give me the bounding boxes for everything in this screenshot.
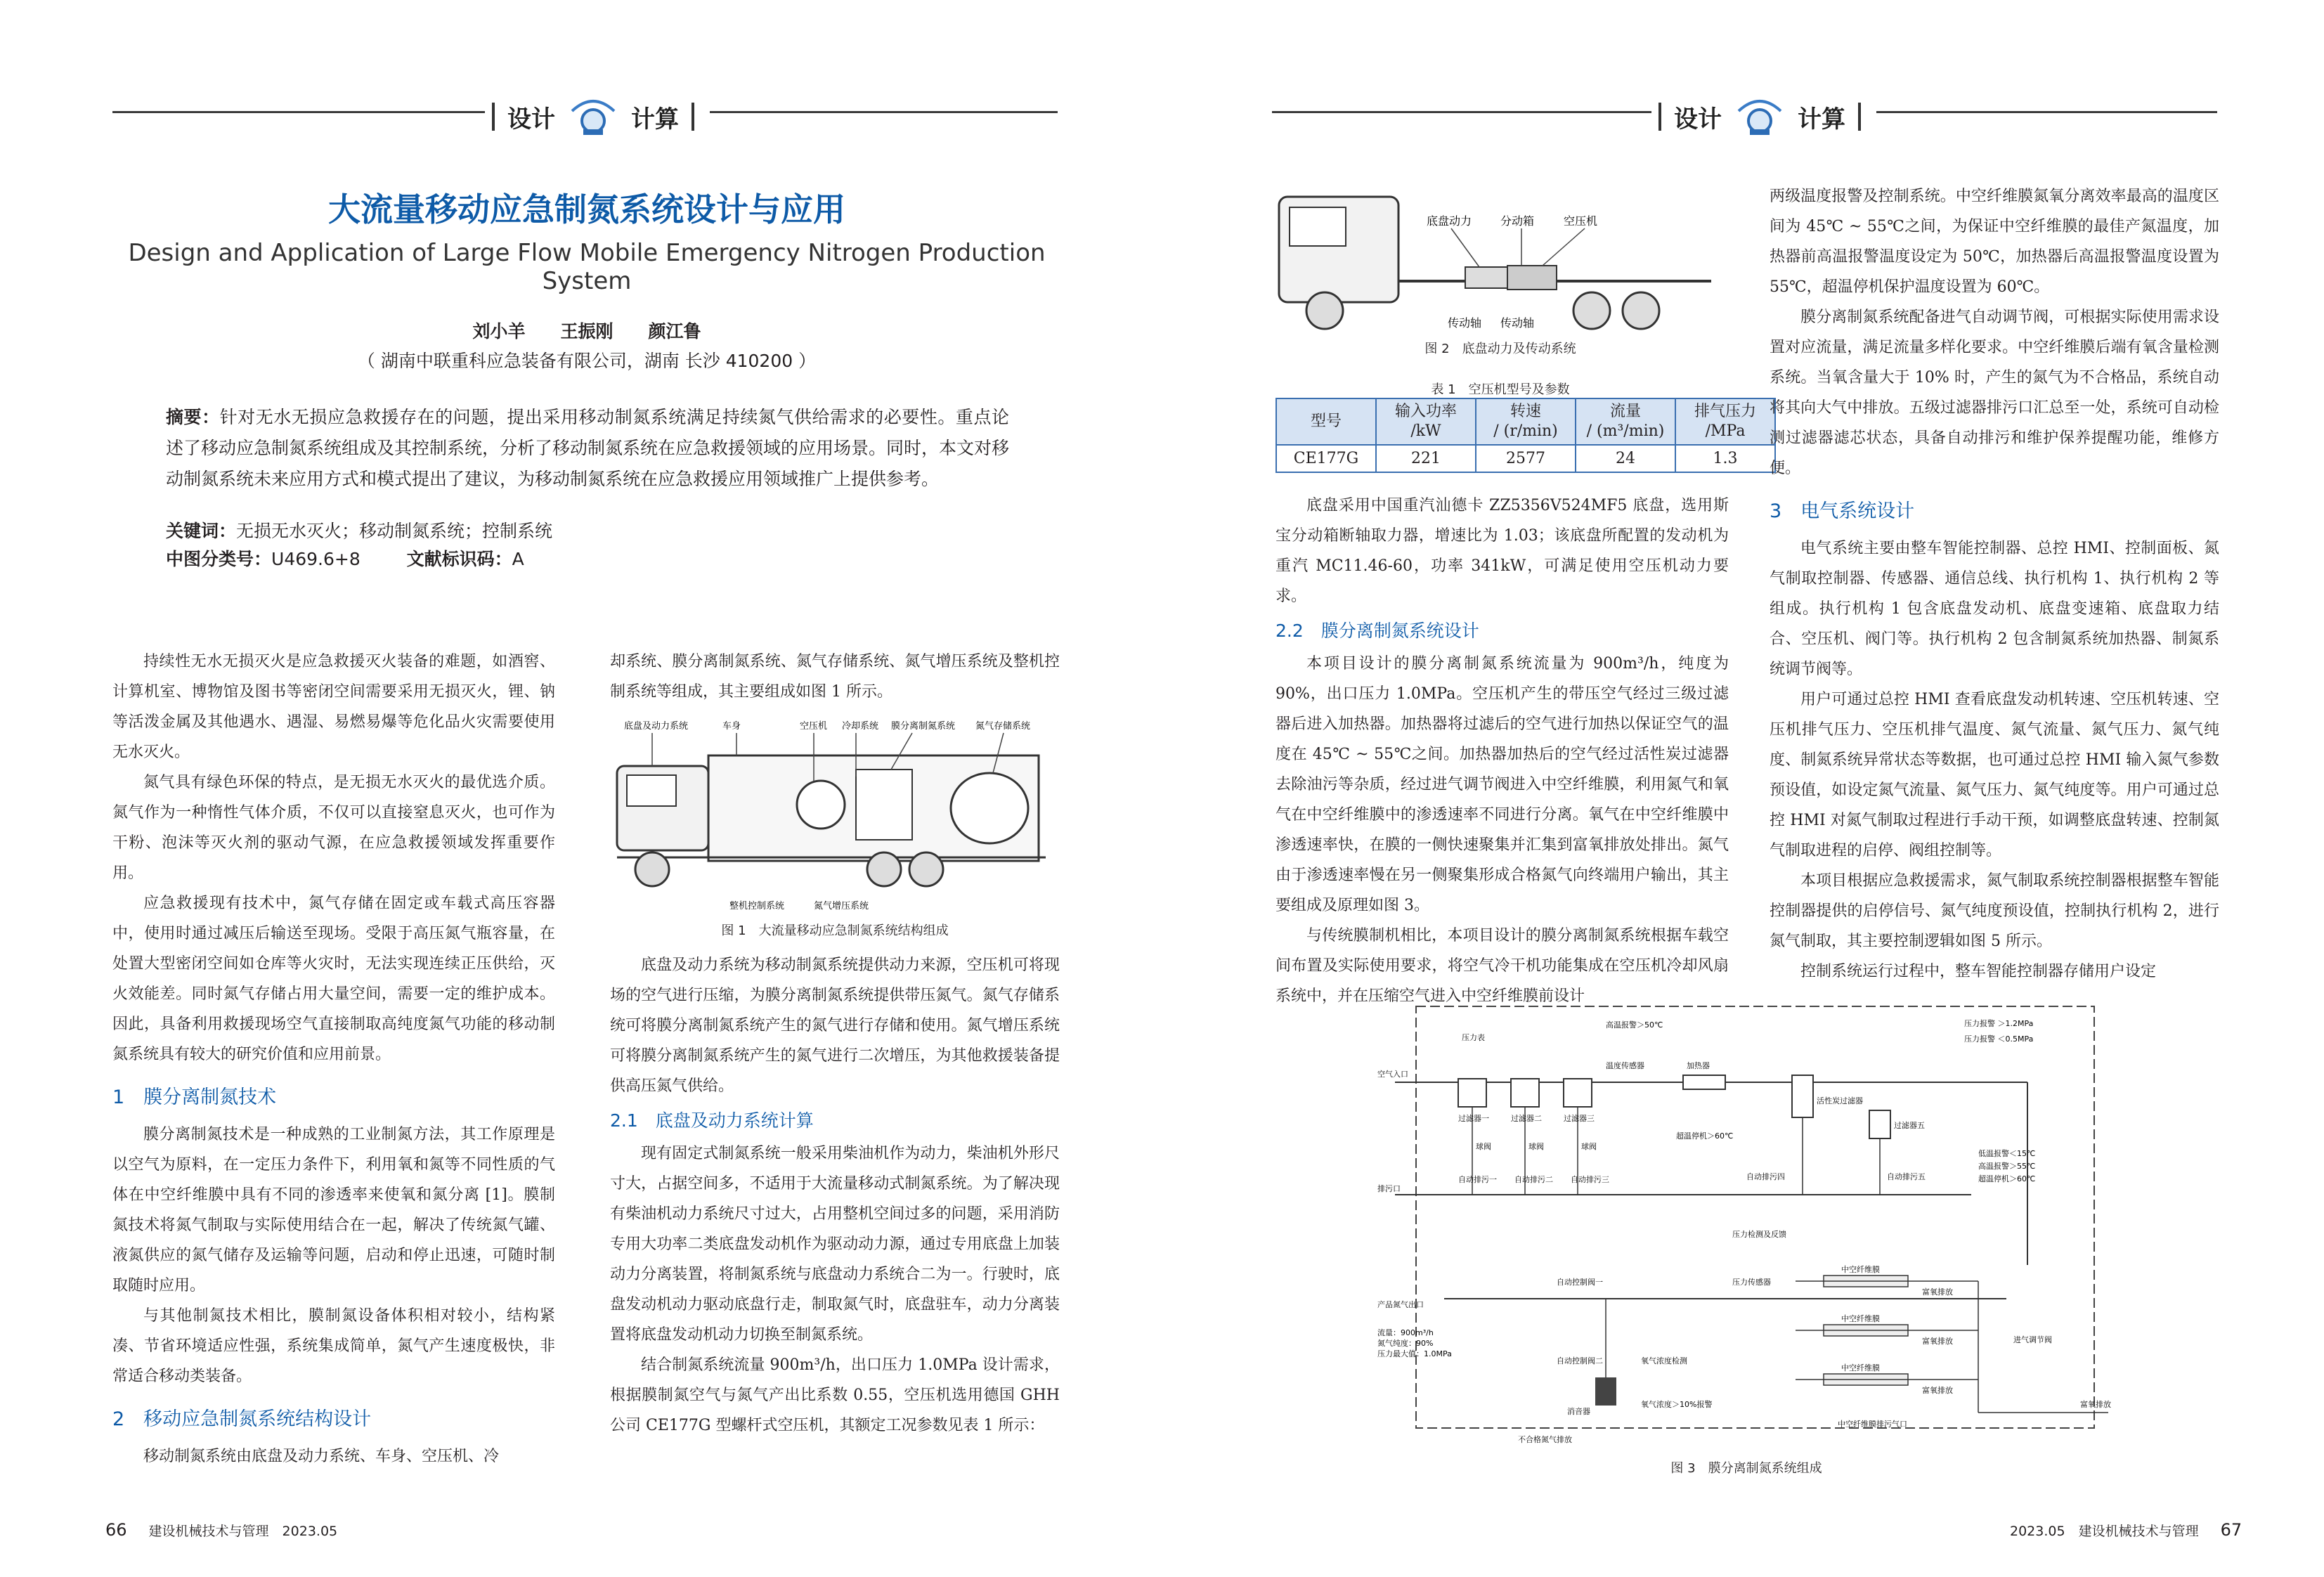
fig3-label: 流量：900m³/h <box>1377 1328 1434 1337</box>
title-en: Design and Application of Large Flow Mobile Emergency Nitrogen Production System <box>128 239 1046 295</box>
figure-2-caption: 图 2 底盘动力及传动系统 <box>1424 342 1576 356</box>
column-3 <box>1275 491 1729 1011</box>
fig3-label: 氧气浓度＞10%报警 <box>1641 1400 1713 1409</box>
column-2 <box>610 950 1060 1441</box>
table-cell: 24 <box>1576 445 1675 472</box>
title-zh: 大流量移动应急制氮系统设计与应用 <box>328 190 845 228</box>
fig1-label: 车身 <box>722 721 741 732</box>
fig1-label: 氮气增压系统 <box>814 901 869 911</box>
fig3-label: 自动控制阀二 <box>1557 1356 1603 1365</box>
fig3-label: 消音器 <box>1567 1407 1590 1416</box>
table-cell: CE177G <box>1276 445 1376 472</box>
column-1 <box>112 647 555 1472</box>
design-calc-icon <box>568 96 618 138</box>
section-heading-1: 1 膜分离制氮技术 <box>112 1086 277 1108</box>
fig3-label: 球阀 <box>1581 1142 1597 1151</box>
fig3-label: 高温报警＞50℃ <box>1606 1020 1663 1030</box>
fig3-label: 过滤器五 <box>1894 1121 1925 1130</box>
page-number-left: 66 <box>105 1520 127 1540</box>
column-2-top <box>610 647 1060 707</box>
paragraph: 应急救援现有技术中，氮气存储在固定或车载式高压容器中，使用时通过减压后输送至现场。受限于高压氮气瓶容量，在处置大型密闭空间如仓库等火灾时，无法实现连续正压供给，灭火效能差。同时氮气存储占用大量空间，需要一定的维护成本。因此，具备利用救援现场空气直接制取高纯度氮气功能的移动制氮系统具有较大的研究价值和应用前景。 <box>112 895 555 1063</box>
fig3-label: 富氧排放 <box>1922 1337 1953 1346</box>
header-rule-right-a <box>1272 111 1651 113</box>
fig1-label: 冷却系统 <box>842 721 879 732</box>
section-badge-right <box>1658 96 1861 138</box>
cls-value: U469.6+8 <box>271 549 361 569</box>
doc-label: 文献标识码： <box>406 549 512 569</box>
fig3-label: 排污口 <box>1377 1184 1401 1193</box>
fig3-label: 自动排污三 <box>1571 1175 1609 1184</box>
fig3-label: 氧气浓度检测 <box>1641 1356 1687 1365</box>
param-table <box>1275 398 1776 473</box>
fig3-label: 球阀 <box>1476 1142 1491 1151</box>
abstract-label: 摘要： <box>166 407 220 427</box>
fig3-label: 富氧排放 <box>2080 1400 2111 1409</box>
paragraph: 膜分离制氮系统配备进气自动调节阀，可根据实际使用需求设置对应流量，满足流量多样化要求。中空纤维膜后端有氧含量检测系统。当氧含量大于 10% 时，产生的氮气为不合格品，系统自动将其向大气中排放。五级过滤器排污口汇总至一处，系统可自动检测过滤器滤芯状态，具备自动排污和维护保养提醒功能，维修方便。 <box>1770 309 2219 477</box>
paragraph: 底盘及动力系统为移动制氮系统提供动力来源，空压机可将现场的空气进行压缩，为膜分离制氮系统提供带压氮气。氮气存储系统可将膜分离制氮系统产生的氮气进行存储和使用。氮气增压系统可将膜分离制氮系统产生的氮气进行二次增压，为其他救援装备提供高压氮气供给。 <box>610 956 1060 1095</box>
fig2-label: 传动轴 <box>1448 316 1482 330</box>
fig3-label: 过滤器三 <box>1564 1114 1595 1123</box>
paragraph: 与其他制氮技术相比，膜制氮设备体积相对较小，结构紧凑、节省环境适应性强，系统集成简单，氮气产生速度极快，非常适合移动类装备。 <box>112 1307 555 1385</box>
fig3-label: 超温停机＞60℃ <box>1978 1174 2036 1183</box>
fig3-label: 中空纤维膜 <box>1841 1314 1880 1323</box>
fig2-label: 空压机 <box>1564 214 1598 228</box>
fig3-label: 加热器 <box>1687 1061 1710 1070</box>
page-number-right: 67 <box>2220 1520 2242 1540</box>
fig3-label: 压力传感器 <box>1732 1278 1771 1287</box>
footer-right <box>2010 1520 2242 1540</box>
paragraph: 持续性无水无损灭火是应急救援灭火装备的难题，如酒窖、计算机室、博物馆及图书等密闭空间需要采用无损灭火，锂、钠等活泼金属及其他遇水、遇湿、易燃易爆等危化品火灾需要使用无水灭火。 <box>112 653 555 761</box>
subsection-heading-2-1: 2.1 底盘及动力系统计算 <box>610 1110 814 1131</box>
keywords: 无损无水灭火；移动制氮系统；控制系统 <box>236 521 553 541</box>
paragraph: 电气系统主要由整车智能控制器、总控 HMI、控制面板、氮气制取控制器、传感器、通信总线、执行机构 1、执行机构 2 等组成。执行机构 1 包含底盘发动机、底盘变速箱、底盘取力结合、空压机、阀门等。执行机构 2 包含制氮系统加热器、制氮系统调节阀等。 <box>1770 540 2219 678</box>
table-cell: 1.3 <box>1675 445 1775 472</box>
fig3-label: 球阀 <box>1528 1142 1544 1151</box>
figure-1-caption: 图 1 大流量移动应急制氮系统结构组成 <box>721 923 949 938</box>
paragraph: 底盘采用中国重汽汕德卡 ZZ5356V524MF5 底盘，选用斯宝分动箱断轴取力器，增速比为 1.03；该底盘所配置的发动机为重汽 MC11.46-60，功率 341kW，可满足使用空压机动力要求。 <box>1275 497 1729 605</box>
fig3-label: 氮气纯度：90% <box>1377 1339 1434 1348</box>
fig1-label: 空压机 <box>800 721 828 732</box>
doc-value: A <box>512 549 524 569</box>
paragraph: 用户可通过总控 HMI 查看底盘发动机转速、空压机转速、空压机排气压力、空压机排气温度、氮气流量、氮气压力、氮气纯度、制氮系统异常状态等数据，也可通过总控 HMI 输入氮气参数预设值，如设定氮气流量、氮气压力、氮气纯度等。用户可通过总控 HMI 对氮气制取过程进行手动干预，如调整底盘转速、控制氮气制取进程的启停、阀组控制等。 <box>1770 691 2219 859</box>
fig1-label: 氮气存储系统 <box>975 721 1031 732</box>
fig3-label: 超温停机＞60℃ <box>1676 1131 1734 1141</box>
table-header: 转速 / (r/min) <box>1476 398 1576 445</box>
figure-1 <box>610 713 1060 917</box>
fig3-label: 活性炭过滤器 <box>1817 1096 1863 1105</box>
fig1-label: 膜分离制氮系统 <box>891 721 956 732</box>
paragraph: 与传统膜制机相比，本项目设计的膜分离制氮系统根据车载空间布置及实际使用要求，将空气冷干机功能集成在空压机冷却风扇系统中，并在压缩空气进入中空纤维膜前设计 <box>1275 927 1729 1005</box>
fig3-label: 空气入口 <box>1377 1070 1408 1079</box>
table-cell: 221 <box>1376 445 1476 472</box>
header-rule-left-b <box>710 111 1058 113</box>
journal-right: 2023.05 建设机械技术与管理 <box>2010 1524 2199 1539</box>
fig3-label: 过滤器一 <box>1458 1114 1489 1123</box>
figure-2 <box>1275 190 1725 334</box>
fig3-label: 自动排污五 <box>1887 1172 1926 1181</box>
authors: 刘小羊 王振刚 颜江鲁 <box>472 321 701 342</box>
fig3-label: 低温报警＜15℃ <box>1978 1149 2036 1158</box>
header-rule-right-b <box>1876 111 2217 113</box>
fig2-label: 分动箱 <box>1500 214 1535 228</box>
paragraph: 移动制氮系统由底盘及动力系统、车身、空压机、冷 <box>143 1448 500 1465</box>
fig2-label: 传动轴 <box>1500 316 1535 330</box>
subsection-heading-2-2: 2.2 膜分离制氮系统设计 <box>1275 621 1479 641</box>
table-header: 流量 / (m³/min) <box>1576 398 1675 445</box>
paragraph: 两级温度报警及控制系统。中空纤维膜氮氧分离效率最高的温度区间为 45℃ ~ 55℃之间，为保证中空纤维膜的最佳产氮温度，加热器前高温报警温度设定为 50℃，加热器后高温报警温度设置为 55℃，超温停机保护温度设置为 60℃。 <box>1770 188 2219 296</box>
fig3-label: 压力报警 ＜0.5MPa <box>1964 1034 2034 1044</box>
section-label: 设计 <box>507 105 555 134</box>
fig2-label: 底盘动力 <box>1427 214 1472 228</box>
fig3-label: 过滤器二 <box>1511 1114 1542 1123</box>
affiliation: （ 湖南中联重科应急装备有限公司，湖南 长沙 410200 ） <box>357 351 817 371</box>
paragraph: 却系统、膜分离制氮系统、氮气存储系统、氮气增压系统及整机控制系统等组成，其主要组成如图 1 所示。 <box>610 653 1060 701</box>
paragraph: 本项目根据应急救援需求，氮气制取系统控制器根据整车智能控制器提供的启停信号、氮气纯度预设值，控制执行机构 2，进行氮气制取，其主要控制逻辑如图 5 所示。 <box>1770 872 2219 950</box>
section-badge-left <box>492 96 694 138</box>
membrane-system-diagram <box>1374 998 2119 1448</box>
fig3-label: 自动排污四 <box>1746 1172 1785 1181</box>
fig3-label: 压力表 <box>1462 1033 1485 1042</box>
chassis-drive-diagram <box>1275 190 1725 334</box>
fig3-label: 中空纤维膜 <box>1841 1363 1880 1372</box>
table-header: 输入功率 /kW <box>1376 398 1476 445</box>
section-label2: 计算 <box>631 105 679 134</box>
fig1-label: 整机控制系统 <box>729 901 785 911</box>
fig3-label: 富氧排放 <box>1922 1287 1953 1297</box>
fig3-label: 中空纤维膜 <box>1841 1265 1880 1274</box>
table-cell: 2577 <box>1476 445 1576 472</box>
paragraph: 膜分离制氮技术是一种成熟的工业制氮方法，其工作原理是以空气为原料，在一定压力条件下，利用氧和氮等不同性质的气体在中空纤维膜中具有不同的渗透率来使氧和氮分离 [1]。膜制氮技术将氮气制取与实际使用结合在一起，解决了传统氮气罐、液氮供应的氮气储存及运输等问题，启动和停止迅速，可随时制取随时应用。 <box>112 1126 555 1294</box>
paragraph: 控制系统运行过程中，整车智能控制器存储用户设定 <box>1800 963 2157 980</box>
fig3-label: 不合格氮气排放 <box>1518 1435 1572 1444</box>
table-header: 型号 <box>1276 398 1376 445</box>
figure-3 <box>1374 998 2119 1448</box>
figure-3-caption: 图 3 膜分离制氮系统组成 <box>1670 1461 1822 1476</box>
keywords-block <box>166 517 1009 573</box>
section-label: 设计 <box>1674 105 1722 134</box>
fig3-label: 压力最大值：1.0MPa <box>1377 1349 1452 1358</box>
abstract <box>166 402 1009 495</box>
journal-left: 建设机械技术与管理 2023.05 <box>148 1524 338 1539</box>
keywords-label: 关键词： <box>166 521 237 541</box>
section-heading-2: 2 移动应急制氮系统结构设计 <box>112 1408 372 1430</box>
fig3-label: 压力检测及反馈 <box>1732 1230 1786 1239</box>
fig3-label: 高温报警＞55℃ <box>1978 1162 2036 1171</box>
fig1-label: 底盘及动力系统 <box>624 721 689 732</box>
section-label2: 计算 <box>1798 105 1845 134</box>
abstract-text: 针对无水无损应急救援存在的问题，提出采用移动制氮系统满足持续氮气供给需求的必要性。重点论述了移动应急制氮系统组成及其控制系统，分析了移动制氮系统在应急救援领域的应用场景。同时，本文对移动制氮系统未来应用方式和模式提出了建议，为移动制氮系统在应急救援应用领域推广上提供参考。 <box>166 407 1010 489</box>
table-1-caption: 表 1 空压机型号及参数 <box>1431 382 1570 397</box>
paragraph: 氮气具有绿色环保的特点，是无损无水灭火的最优选介质。氮气作为一种惰性气体介质，不仅可以直接窒息灭火，也可作为干粉、泡沫等灭火剂的驱动气源，在应急救援领域发挥重要作用。 <box>112 774 555 882</box>
footer-left <box>105 1520 337 1540</box>
table-1 <box>1275 398 1776 473</box>
fig3-label: 压力报警 ＞1.2MPa <box>1964 1019 2034 1028</box>
fig3-label: 中空纤维膜排污气口 <box>1838 1420 1907 1429</box>
paragraph: 本项目设计的膜分离制氮系统流量为 900m³/h，纯度为 90%，出口压力 1.0MPa。空压机产生的带压空气经过三级过滤器后进入加热器。加热器将过滤后的空气进行加热以保证空气的温度在 45℃ ~ 55℃之间。加热器加热后的空气经过活性炭过滤器去除油污等杂质，经过进气调节阀进入中空纤维膜，利用氮气和氧气在中空纤维膜中的渗透速率不同进行分离。氧气在中空纤维膜中渗透速率快，在膜的一侧快速聚集并汇集到富氧排放处排出。氮气由于渗透速率慢在另一侧聚集形成合格氮气向终端用户输出，其主要组成及原理如图 3。 <box>1275 655 1729 914</box>
design-calc-icon <box>1734 96 1785 138</box>
column-4 <box>1770 181 2219 987</box>
fig3-label: 自动排污二 <box>1514 1175 1553 1184</box>
fig3-label: 富氧排放 <box>1922 1386 1953 1395</box>
cls-label: 中图分类号： <box>166 549 272 569</box>
fig3-label: 进气调节阀 <box>2013 1335 2052 1344</box>
paragraph: 结合制氮系统流量 900m³/h，出口压力 1.0MPa 设计需求，根据膜制氮空气与氮气产出比系数 0.55，空压机选用德国 GHH 公司 CE177G 型螺杆式空压机，其额定工况参数见表 1 所示： <box>610 1356 1060 1434</box>
fig3-label: 产品氮气出口 <box>1377 1300 1424 1309</box>
header-rule-left-a <box>112 111 485 113</box>
fig3-label: 温度传感器 <box>1606 1061 1644 1070</box>
section-heading-3: 3 电气系统设计 <box>1770 500 1915 522</box>
table-header: 排气压力 /MPa <box>1675 398 1775 445</box>
fig3-label: 自动排污一 <box>1458 1175 1497 1184</box>
paragraph: 现有固定式制氮系统一般采用柴油机作为动力，柴油机外形尺寸大，占据空间多，不适用于大流量移动式制氮系统。为了解决现有柴油机动力系统尺寸过大，占用整机空间过多的问题，采用消防专用大功率二类底盘发动机作为驱动动力源，通过专用底盘上加装动力分离装置，将制氮系统与底盘动力系统合二为一。行驶时，底盘发动机动力驱动底盘行走，制取氮气时，底盘驻车，动力分离装置将底盘发动机动力切换至制氮系统。 <box>610 1145 1060 1344</box>
truck-structure-diagram <box>610 713 1060 917</box>
fig3-label: 自动控制阀一 <box>1557 1278 1603 1287</box>
